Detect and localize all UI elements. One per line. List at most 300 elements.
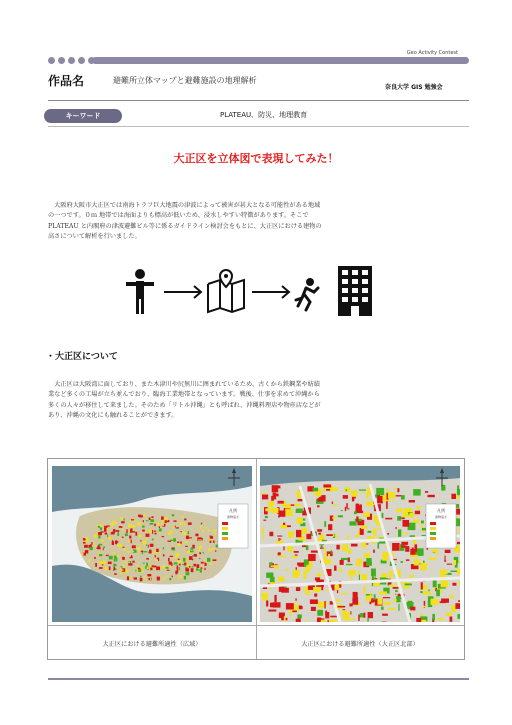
building-block [451, 494, 456, 499]
building-block [294, 551, 299, 553]
building-block [364, 613, 366, 618]
building-block [398, 529, 401, 536]
building-block [199, 546, 203, 549]
building-block [370, 593, 372, 601]
building-block [194, 564, 197, 567]
building-block [109, 566, 111, 570]
building-block [408, 601, 412, 607]
building-block [210, 541, 212, 543]
building-block [186, 568, 190, 571]
building-block [323, 484, 331, 487]
building-block [132, 531, 135, 532]
building-block [137, 548, 140, 549]
building-block [200, 569, 202, 572]
building-block [141, 570, 143, 572]
building-block [150, 578, 152, 580]
building-block [291, 504, 295, 506]
building-block [457, 485, 459, 492]
building-block [143, 541, 147, 545]
building-block [98, 532, 102, 535]
building-block [156, 567, 160, 571]
header-bar [92, 57, 469, 64]
building-block [425, 491, 428, 493]
title-label: 作品名 [48, 74, 85, 88]
intro-paragraph [48, 201, 468, 243]
building-block [212, 548, 216, 550]
building-block [403, 582, 409, 588]
building-block [150, 544, 154, 547]
building-block [409, 500, 415, 503]
building-block [127, 576, 129, 580]
building-block [117, 555, 119, 557]
contest-name: Geo Activity Contest [406, 50, 458, 56]
building-block [428, 495, 435, 497]
building-block [278, 552, 281, 555]
building-block [184, 519, 186, 521]
building-block [265, 508, 270, 511]
building-block [450, 617, 453, 622]
building-block [111, 524, 115, 525]
building-block [349, 521, 356, 525]
building-block [396, 508, 402, 512]
building-block [182, 564, 184, 565]
section-line: 業など多くの工場が立ち並んでおり、臨海工業地帯となっています。戦後、仕事を求めて沖縄から [48, 391, 320, 399]
building-block [325, 589, 329, 590]
building-block [401, 495, 405, 499]
building-block [405, 584, 412, 586]
building-block [446, 613, 452, 617]
building-block [278, 516, 280, 518]
building-block [173, 538, 176, 542]
building-block [421, 521, 424, 524]
building-block [181, 516, 184, 517]
building-block [149, 518, 151, 521]
building-block [163, 577, 164, 581]
building-block [177, 542, 179, 544]
building-block [438, 618, 444, 620]
building-block [450, 571, 457, 572]
building-block [358, 570, 360, 574]
building-block [200, 525, 201, 529]
building-block [374, 515, 378, 521]
building-block [275, 494, 278, 497]
building-block [186, 565, 189, 567]
building-block [173, 520, 176, 522]
building-block [332, 502, 333, 505]
building-block [383, 574, 389, 575]
building-block [261, 593, 268, 597]
building-block [452, 583, 456, 586]
building-block [180, 542, 182, 544]
building-block [283, 523, 285, 525]
building-block [432, 549, 438, 552]
building-block [301, 528, 307, 534]
building-block [382, 556, 388, 561]
building-block [195, 534, 198, 537]
building-block [321, 620, 326, 622]
building-block [318, 602, 325, 608]
building-block [362, 542, 367, 548]
building-block [130, 520, 131, 521]
work-title: 避難所立体マップと避難施設の地理解析 [113, 76, 257, 85]
building-block [341, 558, 348, 560]
building-block [384, 602, 391, 605]
section-paragraph [48, 380, 468, 422]
building-block [314, 594, 317, 597]
header-divider [48, 100, 469, 101]
building-block [410, 607, 415, 611]
building-block [161, 520, 162, 521]
figure-caption-north: 大正区における避難所適性（大正区北部） [301, 641, 419, 648]
building-block [117, 545, 119, 546]
building-block [123, 547, 125, 548]
building-block [83, 538, 86, 540]
building-block [104, 543, 106, 544]
building-block [186, 572, 190, 575]
building-block [114, 559, 116, 562]
building-block [388, 492, 395, 498]
building-block [368, 612, 373, 618]
building-block [139, 544, 141, 545]
building-block [358, 615, 360, 621]
building-block [324, 553, 327, 559]
building-block [389, 584, 394, 586]
building-block [328, 554, 330, 557]
building-block [295, 598, 296, 601]
building-block [317, 618, 321, 623]
building-block [200, 567, 202, 568]
building-block [415, 511, 420, 515]
building-block [270, 603, 273, 608]
building-block [346, 564, 352, 565]
building-block [406, 559, 410, 561]
building-block [93, 542, 94, 545]
building-block [165, 520, 167, 523]
building-block [361, 574, 367, 580]
building-block [127, 551, 130, 552]
building-block [352, 497, 354, 501]
building-block [437, 553, 438, 558]
building-block [449, 595, 454, 597]
building-block [458, 600, 460, 602]
building-block [359, 575, 360, 581]
building-block [294, 603, 296, 605]
building-block [178, 543, 180, 544]
map-north-area [260, 466, 460, 622]
building-block [144, 514, 147, 516]
building-block [352, 597, 358, 605]
building-block [131, 555, 132, 557]
building-block [198, 539, 201, 540]
building-block [189, 556, 193, 560]
building-block [148, 545, 149, 548]
building-block [397, 516, 401, 521]
building-block [341, 510, 343, 511]
legend-title: 凡例 [229, 508, 237, 513]
building-block [122, 557, 125, 560]
building-block [163, 554, 165, 556]
building-block [431, 599, 439, 605]
building-block [296, 587, 300, 591]
building-block [198, 549, 201, 551]
building-block [458, 614, 461, 619]
building-block [277, 536, 282, 537]
building-block [366, 512, 369, 515]
building-block [146, 558, 149, 560]
building-block [208, 548, 211, 551]
building-block [459, 528, 460, 535]
building-block [123, 549, 126, 551]
building-block [180, 522, 183, 525]
building-block [295, 554, 298, 555]
building-block [356, 516, 358, 522]
building-block [415, 544, 418, 551]
building-block [392, 500, 395, 501]
building-block [342, 545, 349, 552]
building-block [387, 533, 389, 535]
building-block [103, 561, 106, 565]
building-block [98, 547, 101, 550]
building-block [278, 511, 285, 517]
building-block [401, 517, 404, 519]
building-block [318, 533, 321, 535]
building-block [360, 504, 362, 511]
building-block [317, 529, 322, 532]
building-block [297, 517, 303, 523]
building-block [412, 548, 414, 552]
header-dot [68, 57, 75, 64]
building-block [194, 554, 197, 557]
building-block [186, 536, 189, 540]
building-block [91, 542, 92, 545]
building-block [95, 563, 97, 567]
figure-divider [256, 459, 257, 659]
building-block [99, 554, 103, 556]
section-line: 多くの人々が移住して来ました。そのため「リトル沖縄」とも呼ばれ、沖縄料理店や物産店などが [48, 401, 321, 409]
building-block [199, 552, 201, 554]
building-block [98, 535, 100, 539]
building-block [266, 601, 268, 607]
building-block [392, 543, 400, 551]
building-block [395, 594, 396, 595]
building-block [215, 532, 216, 535]
building-block [393, 488, 397, 489]
building-block [126, 529, 127, 533]
building-block [333, 533, 335, 537]
building-block [176, 553, 179, 557]
building-block [154, 531, 156, 532]
building-block [122, 528, 123, 531]
building-block [82, 553, 83, 556]
building-block [383, 597, 390, 598]
building-block [203, 552, 204, 554]
building-block [100, 524, 103, 525]
building-block [374, 594, 376, 600]
building-block [94, 557, 96, 559]
building-block [447, 564, 452, 565]
building-block [274, 595, 276, 602]
building-block [369, 562, 372, 564]
building-block [268, 501, 274, 507]
building-block [128, 524, 131, 528]
building-block [416, 618, 421, 622]
building-block [104, 526, 108, 528]
building-block [457, 568, 460, 575]
building-block [419, 563, 421, 564]
building-block [325, 612, 329, 618]
building-block [132, 561, 134, 563]
building-block [416, 506, 420, 509]
building-block [285, 509, 293, 516]
building-block [168, 558, 170, 561]
building-block [137, 522, 140, 526]
building-block [112, 541, 114, 545]
building-block [303, 572, 306, 580]
building-block [413, 540, 416, 545]
building-block [429, 558, 437, 561]
building-block [173, 525, 175, 528]
building-block [269, 532, 273, 537]
building-block [131, 519, 135, 520]
building-block [198, 568, 199, 569]
building-block [398, 604, 399, 611]
building-block [306, 534, 311, 539]
building-block [268, 610, 276, 612]
building-block [142, 530, 145, 532]
building-block [179, 575, 182, 579]
building-block [401, 561, 403, 563]
building-block [422, 620, 427, 622]
building-block [409, 513, 414, 518]
building-block [125, 533, 128, 536]
building-block [109, 556, 113, 560]
building-block [262, 527, 264, 534]
building-block [341, 593, 348, 594]
building-block [393, 587, 399, 589]
building-block [139, 535, 142, 538]
building-block [113, 552, 116, 553]
building-block [330, 616, 337, 618]
building-block [206, 527, 208, 529]
building-block [305, 621, 308, 622]
building-block [423, 591, 431, 594]
intro-line: 高さについて解析を行いました。 [48, 233, 141, 241]
building-block [189, 566, 190, 568]
building-block [159, 528, 162, 531]
building-block [266, 573, 273, 578]
header-dots [48, 57, 95, 64]
intro-line: の一つです。０ｍ 地帯では海面よりも標高が低いため、浸水しやすい特徴があります。そこで [48, 212, 309, 220]
building-block [119, 538, 121, 540]
building-block [297, 563, 304, 566]
building-block [146, 534, 150, 537]
building-block [115, 540, 117, 544]
building-block [313, 587, 320, 592]
building-block [395, 590, 398, 592]
building-block [172, 514, 174, 516]
building-block [401, 545, 406, 547]
building-block [107, 534, 108, 537]
building-block [138, 569, 141, 572]
keyword-text: PLATEAU、防災、地理教育 [220, 111, 308, 119]
building-block [375, 577, 376, 580]
building-block [262, 495, 268, 500]
building-block [311, 551, 318, 553]
building-block [155, 555, 156, 558]
building-block [140, 576, 142, 578]
building-block [454, 560, 457, 565]
intro-line: PLATEAU と内閣府の津波避難ビル等に係るガイドライン検討会をもとに、大正区における建物の [48, 222, 322, 230]
building-block [271, 496, 274, 501]
building-block [104, 528, 107, 532]
building-block [119, 544, 122, 548]
intro-line: 大阪府大阪市大正区では南海トラフ巨大地震の津波によって被害が甚大となる可能性がある地域 [48, 202, 321, 209]
building-block [100, 540, 103, 542]
building-block [338, 515, 343, 517]
building-block [328, 620, 329, 622]
building-block [271, 553, 273, 555]
building-block [350, 611, 351, 614]
building-block [269, 562, 272, 565]
building-block [361, 526, 367, 529]
building-block [324, 521, 326, 527]
building-block [97, 525, 98, 527]
building-block [99, 567, 103, 569]
building-block [175, 570, 178, 573]
building-block [147, 566, 149, 569]
building-block [339, 568, 341, 572]
building-block [386, 501, 388, 509]
building-block [161, 516, 164, 519]
building-block [129, 562, 130, 563]
building-block [331, 550, 332, 554]
building-block [402, 533, 408, 535]
building-block [201, 523, 202, 525]
building-block [209, 563, 213, 564]
building-block [150, 523, 154, 525]
building-block [441, 599, 449, 603]
building-block [188, 531, 189, 534]
building-block [382, 552, 389, 557]
building-block [144, 551, 148, 552]
building-block [317, 610, 323, 616]
building-block [344, 487, 350, 492]
building-block [157, 577, 160, 581]
map-pin-icon [208, 270, 244, 312]
building-block [265, 516, 268, 518]
building-block [188, 522, 192, 525]
map-wide-area [52, 466, 252, 622]
building-block [263, 587, 267, 589]
building-block [102, 564, 104, 565]
building-block [278, 501, 284, 504]
building-block [342, 612, 349, 620]
building-block [105, 567, 108, 570]
organization-name: 奈良大学 GIS 勉強会 [385, 84, 443, 91]
building-block [324, 548, 326, 552]
building-block [396, 527, 397, 529]
building-block [168, 566, 172, 567]
building-block [271, 508, 279, 513]
building-block [183, 558, 186, 562]
building-block [212, 530, 216, 531]
building-block [179, 564, 181, 566]
building-block [420, 563, 427, 571]
keyword-badge: キーワード [44, 109, 122, 123]
building-block [129, 531, 131, 532]
building-block [174, 562, 178, 564]
building-block [303, 588, 305, 590]
